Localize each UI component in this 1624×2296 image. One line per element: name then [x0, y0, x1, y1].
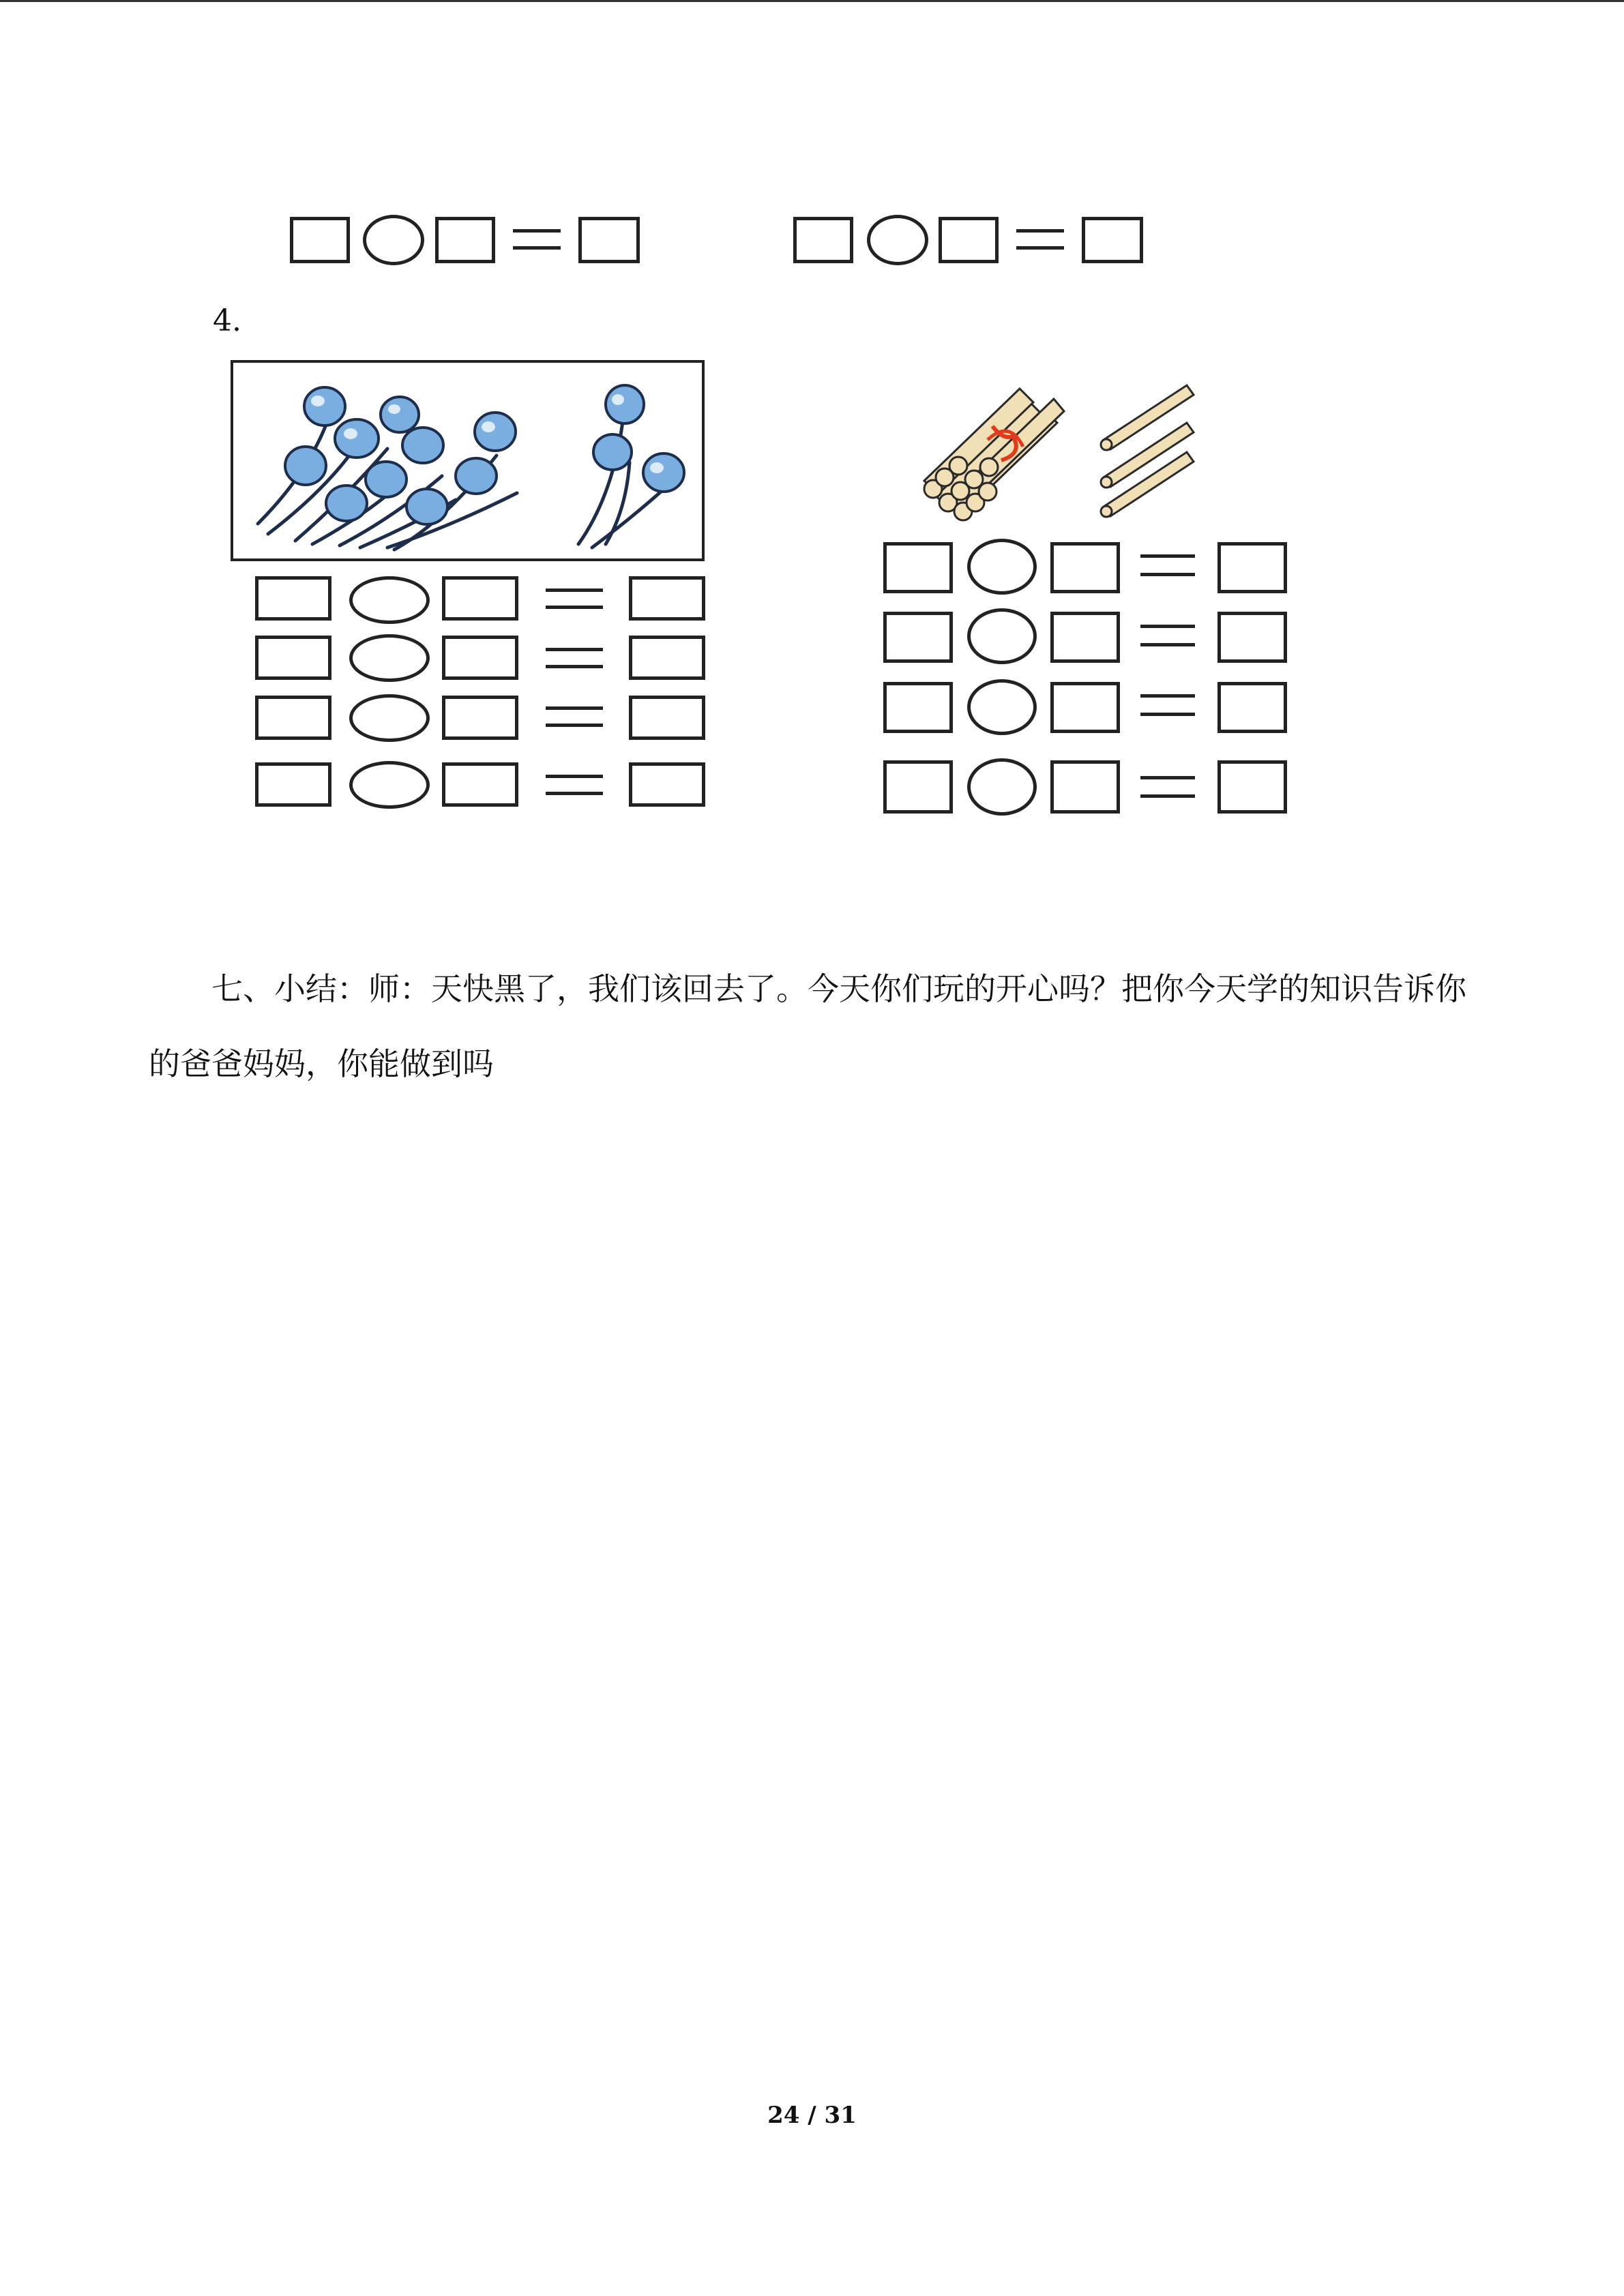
number-box[interactable] — [939, 217, 999, 263]
number-box[interactable] — [793, 217, 853, 263]
operator-oval[interactable] — [349, 761, 430, 809]
number-box[interactable] — [1050, 542, 1120, 593]
operator-oval[interactable] — [349, 576, 430, 624]
equals-sign — [513, 229, 561, 250]
number-box[interactable] — [883, 612, 953, 663]
number-box[interactable] — [290, 217, 350, 263]
answer-box[interactable] — [1217, 760, 1287, 814]
answer-box[interactable] — [1217, 542, 1287, 593]
answer-box[interactable] — [578, 217, 640, 263]
page-indicator: 24 / 31 — [767, 2102, 857, 2129]
equals-sign — [1140, 776, 1195, 798]
equals-sign — [1140, 694, 1195, 716]
number-box[interactable] — [255, 636, 331, 680]
equals-sign — [1016, 229, 1064, 250]
number-box[interactable] — [255, 762, 331, 807]
equals-sign — [546, 775, 603, 795]
summary-paragraph: 七、小结：师：天快黑了，我们该回去了。今天你们玩的开心吗？把你今天学的知识告诉你的爸爸妈妈，你能做到吗 — [149, 970, 1466, 1082]
answer-box[interactable] — [1217, 612, 1287, 663]
operator-oval[interactable] — [867, 215, 928, 265]
answer-box[interactable] — [629, 762, 705, 807]
number-box[interactable] — [442, 762, 518, 807]
number-box[interactable] — [255, 696, 331, 740]
number-box[interactable] — [442, 696, 518, 740]
number-box[interactable] — [1050, 612, 1120, 663]
number-box[interactable] — [255, 576, 331, 621]
equals-sign — [1140, 625, 1195, 646]
operator-oval[interactable] — [967, 758, 1037, 816]
operator-oval[interactable] — [967, 539, 1037, 595]
operator-oval[interactable] — [967, 608, 1037, 664]
answer-box[interactable] — [629, 636, 705, 680]
equals-sign — [1140, 554, 1195, 576]
number-box[interactable] — [883, 682, 953, 733]
tulip-picture — [231, 360, 705, 561]
operator-oval[interactable] — [967, 679, 1037, 735]
answer-box[interactable] — [629, 576, 705, 621]
equals-sign — [546, 706, 603, 727]
number-box[interactable] — [1050, 760, 1120, 814]
equals-sign — [546, 588, 603, 609]
question-number: 4. — [213, 303, 241, 338]
number-box[interactable] — [442, 636, 518, 680]
stick-bundle-picture — [921, 372, 1207, 522]
number-box[interactable] — [883, 760, 953, 814]
number-box[interactable] — [883, 542, 953, 593]
number-box[interactable] — [442, 576, 518, 621]
operator-oval[interactable] — [349, 634, 430, 682]
number-box[interactable] — [435, 217, 495, 263]
answer-box[interactable] — [629, 696, 705, 740]
page-top-rule — [0, 0, 1624, 2]
answer-box[interactable] — [1082, 217, 1143, 263]
answer-box[interactable] — [1217, 682, 1287, 733]
operator-oval[interactable] — [349, 694, 430, 742]
equals-sign — [546, 648, 603, 668]
number-box[interactable] — [1050, 682, 1120, 733]
operator-oval[interactable] — [363, 215, 424, 265]
